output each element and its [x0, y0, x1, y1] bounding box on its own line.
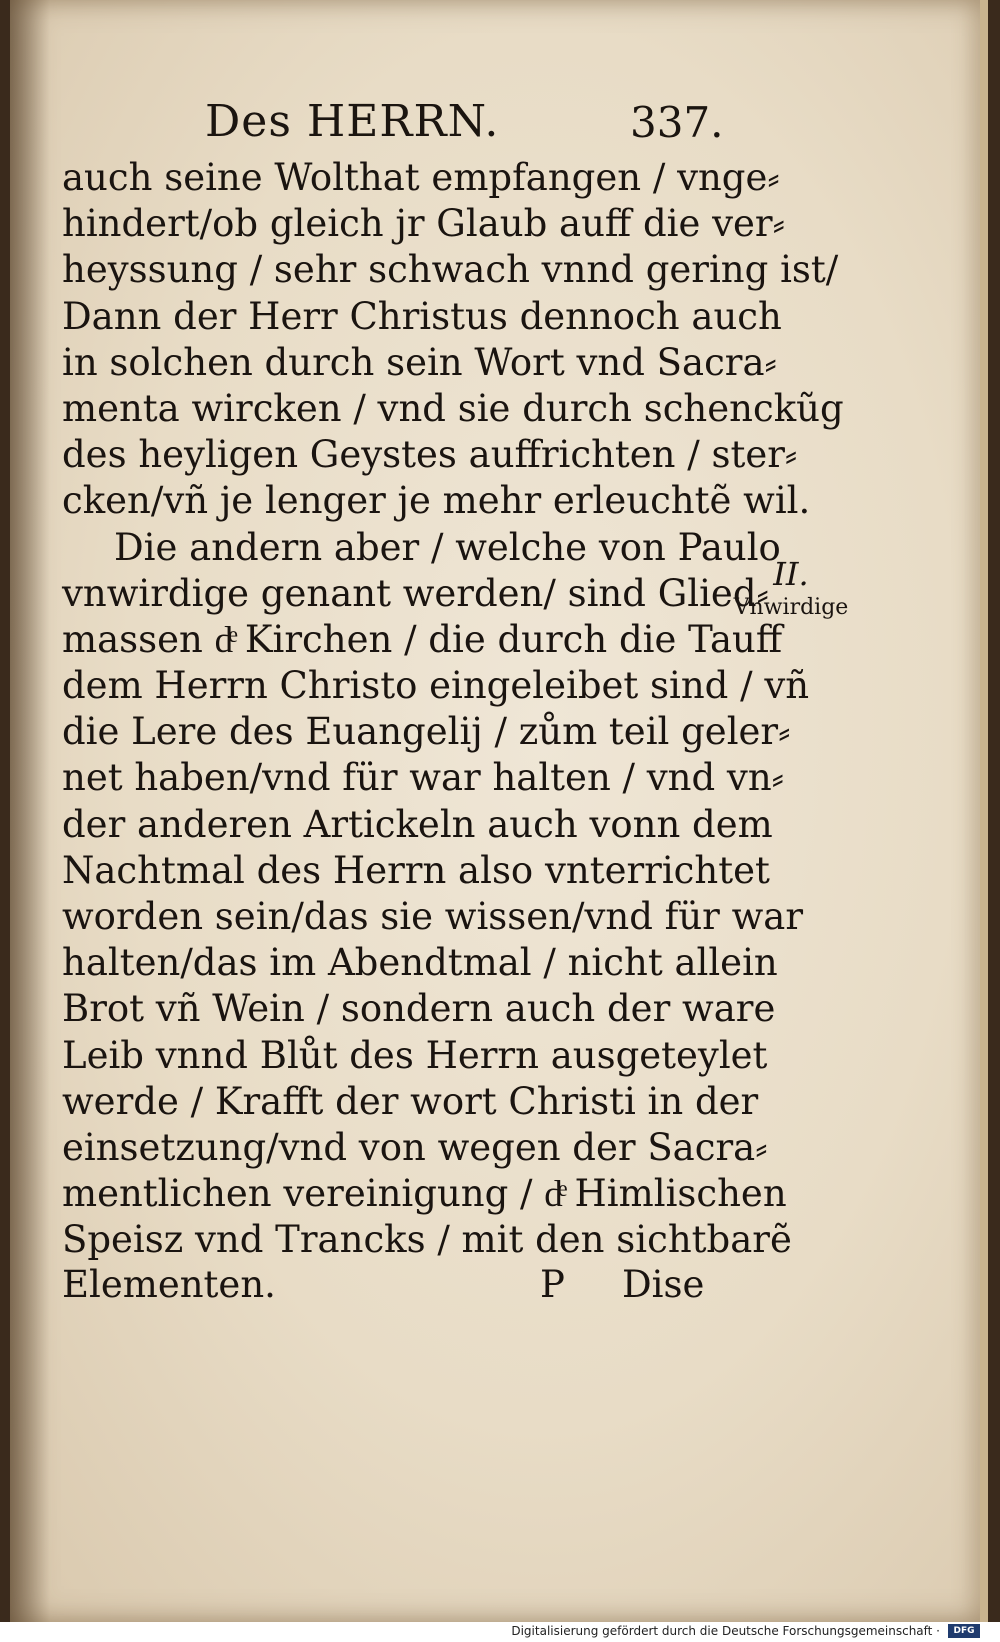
footer-credit: Digitalisierung gefördert durch die Deutsche Forschungsgemeinschaft · [511, 1624, 940, 1638]
signature-mark: P [540, 1263, 565, 1306]
text-line: einsetzung/vnd von wegen der Sacra⸗ [62, 1125, 768, 1169]
text-line: massen dͤ Kirchen / die durch die Tauff [62, 617, 783, 661]
text-line: net haben/vnd für war halten / vnd vn⸗ [62, 756, 784, 800]
page-header [0, 96, 1000, 156]
marginal-note-word: Vnwirdige [733, 595, 849, 620]
marginal-note-number: II. [773, 555, 809, 593]
text-line: vnwirdige genant werden/ sind Glied⸗ [62, 571, 769, 615]
text-line: werde / Krafft der wort Christi in der [62, 1079, 759, 1123]
text-line: hindert/ob gleich jr Glaub auff die ver⸗ [62, 202, 785, 246]
text-line: auch seine Wolthat empfangen / vnge⸗ [62, 156, 780, 199]
text-line: dem Herrn Christo eingeleibet sind / vñ [62, 664, 810, 708]
text-line: Dann der Herr Christus dennoch auch [62, 294, 782, 338]
body-text [62, 155, 844, 1264]
text-line: menta wircken / vnd sie durch schenckũg [62, 386, 844, 430]
dfg-logo: DFG [948, 1624, 980, 1638]
footer [0, 1622, 1000, 1642]
text-line: worden sein/das sie wissen/vnd für war [62, 895, 804, 938]
catchword: Dise [622, 1263, 705, 1306]
text-line: der anderen Artickeln auch vonn dem [62, 802, 773, 846]
text-line: Nachtmal des Herrn also vnterrichtet [62, 848, 770, 892]
text-line: mentlichen vereinigung / dͤ Himlischen [62, 1172, 787, 1216]
text-line: des heyligen Geystes auffrichten / ster⸗ [62, 433, 798, 477]
text-line: Die andern aber / welche von Paulo [114, 525, 781, 569]
last-text-line: Elementen. [62, 1263, 276, 1306]
page-number: 337. [630, 98, 724, 147]
running-title: Des HERRN. [205, 96, 500, 147]
text-line: heyssung / sehr schwach vnnd gering ist/ [62, 248, 839, 292]
text-line: Speisz vnd Trancks / mit den sichtbarẽ [62, 1218, 792, 1262]
final-line [62, 1245, 742, 1306]
marginal-note [716, 555, 866, 620]
text-line: cken/vñ je lenger je mehr erleuchtẽ wil. [62, 479, 811, 523]
text-line: Brot vñ Wein / sondern auch der ware [62, 987, 776, 1031]
text-line: Leib vnnd Blůt des Herrn ausgeteylet [62, 1033, 768, 1077]
text-line: halten/das im Abendtmal / nicht allein [62, 941, 778, 985]
text-line: die Lere des Euangelij / zům teil geler⸗ [62, 710, 791, 754]
text-line: in solchen durch sein Wort vnd Sacra⸗ [62, 340, 777, 384]
